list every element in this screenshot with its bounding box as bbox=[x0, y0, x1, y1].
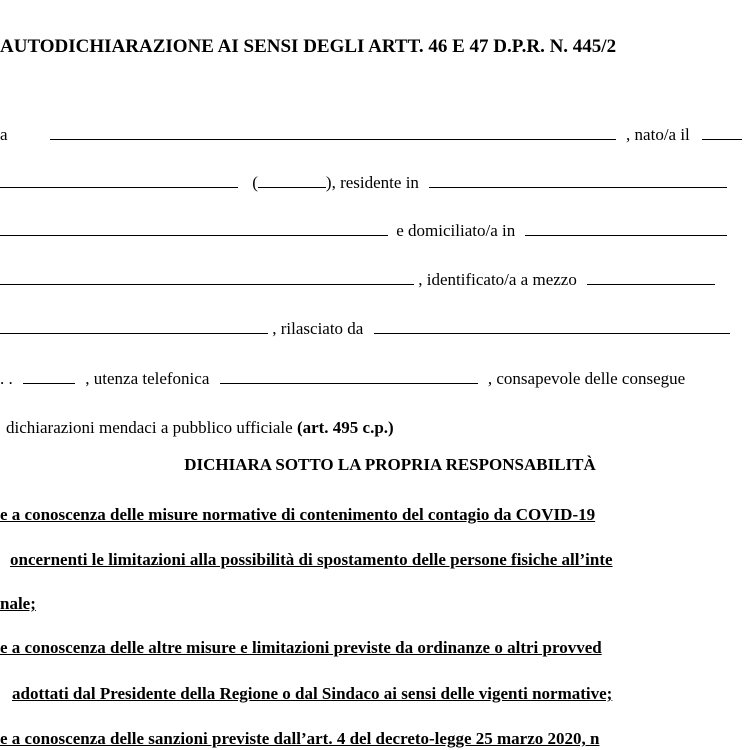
issue-date-field[interactable] bbox=[23, 369, 75, 384]
label-domicile: e domiciliato/a in bbox=[396, 221, 516, 240]
form-line-residence bbox=[0, 173, 727, 193]
label-identified: , identificato/a a mezzo bbox=[418, 270, 577, 289]
domicile-field[interactable] bbox=[525, 221, 727, 236]
form-line-id bbox=[0, 270, 715, 290]
form-line-phone bbox=[0, 369, 685, 389]
label-residence: ), residente in bbox=[325, 173, 419, 192]
province-field[interactable] bbox=[258, 173, 326, 188]
label-born: , nato/a il bbox=[626, 125, 690, 144]
label-phone: , utenza telefonica bbox=[85, 369, 210, 388]
statement-6: e a conoscenza delle sanzioni previste dall’art. 4 del decreto-legge 25 marzo 2020, n bbox=[0, 729, 600, 748]
residence-field[interactable] bbox=[429, 173, 727, 188]
form-line-issued bbox=[0, 319, 730, 339]
penalty-text: dichiarazioni mendaci a pubblico ufficiale bbox=[6, 418, 293, 437]
name-field[interactable] bbox=[50, 125, 616, 140]
label-date-dots: . . bbox=[0, 369, 13, 388]
document-title: AUTODICHIARAZIONE AI SENSI DEGLI ARTT. 46 E 47 D.P.R. N. 445/2 bbox=[0, 36, 617, 57]
form-line-name bbox=[0, 125, 742, 145]
declaration-heading: DICHIARA SOTTO LA PROPRIA RESPONSABILITÀ bbox=[184, 455, 596, 474]
label-start: a bbox=[0, 125, 8, 144]
label-issued-by: , rilasciato da bbox=[272, 319, 364, 338]
statement-3: nale; bbox=[0, 594, 36, 613]
residence-address-field[interactable] bbox=[0, 221, 388, 236]
form-line-domicile bbox=[0, 221, 727, 241]
statement-1: e a conoscenza delle misure normative di contenimento del contagio da COVID-19 bbox=[0, 505, 596, 524]
penalty-reference: (art. 495 c.p.) bbox=[296, 418, 394, 437]
issuer-field[interactable] bbox=[374, 319, 730, 334]
birthdate-field[interactable] bbox=[702, 125, 742, 140]
form-line-penalty bbox=[6, 418, 394, 438]
statement-4: e a conoscenza delle altre misure e limitazioni previste da ordinanze o altri provved bbox=[0, 638, 602, 657]
label-aware: , consapevole delle consegue bbox=[487, 369, 686, 388]
id-number-field[interactable] bbox=[0, 319, 268, 334]
phone-field[interactable] bbox=[220, 369, 478, 384]
statement-2: oncernenti le limitazioni alla possibilità di spostamento delle persone fisiche all’inte bbox=[10, 550, 613, 569]
statement-5: adottati dal Presidente della Regione o dal Sindaco ai sensi delle vigenti normative; bbox=[12, 684, 613, 703]
id-document-field[interactable] bbox=[587, 270, 715, 285]
label-paren-open: ( bbox=[252, 173, 258, 192]
domicile-address-field[interactable] bbox=[0, 270, 414, 285]
birthplace-field[interactable] bbox=[0, 173, 238, 188]
